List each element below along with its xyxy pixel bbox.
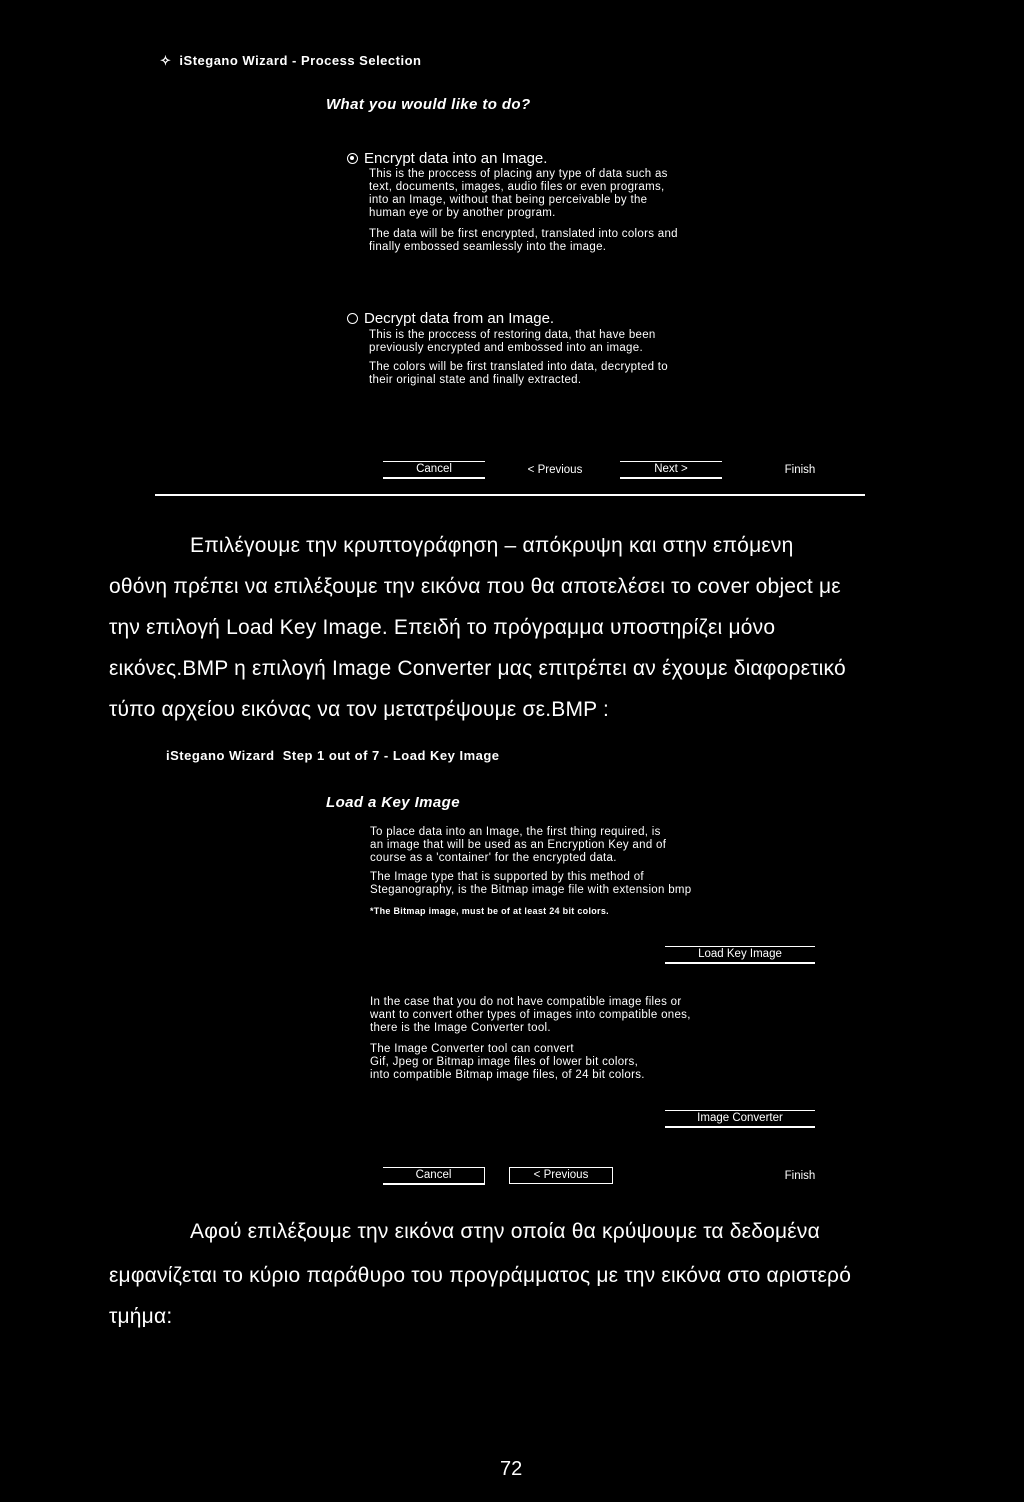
next-button[interactable]: Next > (620, 461, 722, 479)
body-text-line: τύπο αρχείου εικόνας να τον μετατρέψουμε σε.BMP : (109, 698, 610, 721)
encrypt-desc-line: The data will be first encrypted, translated into colors and (369, 228, 678, 240)
body-text-line: την επιλογή Load Key Image. Επειδή το πρόγραμμα υποστηρίζει μόνο (109, 616, 776, 639)
decrypt-option-label: Decrypt data from an Image. (364, 310, 555, 327)
encrypt-option-label: Encrypt data into an Image. (364, 150, 548, 167)
radio-unselected-icon[interactable] (347, 313, 358, 324)
finish-button[interactable]: Finish (784, 464, 816, 476)
cancel-button[interactable]: Cancel (383, 1167, 485, 1185)
body-text-line: εμφανίζεται το κύριο παράθυρο του προγράμματος με την εικόνα στο αριστερό (109, 1264, 852, 1287)
converter-desc-line: In the case that you do not have compatible image files or (370, 996, 682, 1008)
load-key-description (370, 826, 691, 918)
decrypt-option[interactable] (347, 310, 554, 327)
converter-description (370, 996, 691, 1082)
body-text-line: Επιλέγουμε την κρυπτογράφηση – απόκρυψη και στην επόμενη (190, 534, 794, 557)
body-text-line: τμήμα: (109, 1305, 173, 1328)
converter-desc-line: want to convert other types of images into compatible ones, (370, 1009, 691, 1021)
load-desc-line: The Image type that is supported by this method of (370, 871, 644, 883)
converter-desc-line: into compatible Bitmap image files, of 24 bit colors. (370, 1069, 645, 1081)
encrypt-description (369, 168, 678, 254)
encrypt-desc-line: into an Image, without that being perceivable by the (369, 194, 648, 206)
wizard-app-icon: ✧ (160, 53, 172, 68)
radio-selected-icon[interactable] (347, 153, 358, 164)
decrypt-desc-line: previously encrypted and embossed into an image. (369, 342, 643, 354)
wizard2-heading: Load a Key Image (326, 794, 460, 811)
body-text-line: Αφού επιλέξουμε την εικόνα στην οποία θα κρύψουμε τα δεδομένα (190, 1220, 820, 1243)
body-text-line: εικόνες.BMP η επιλογή Image Converter μας επιτρέπει αν έχουμε διαφορετικό (109, 657, 846, 680)
encrypt-desc-line: This is the proccess of placing any type of data such as (369, 168, 668, 180)
previous-button[interactable]: < Previous (527, 464, 583, 476)
decrypt-description (369, 329, 668, 387)
encrypt-desc-line: finally embossed seamlessly into the image. (369, 241, 607, 253)
image-converter-button[interactable]: Image Converter (665, 1110, 815, 1128)
finish-button[interactable]: Finish (784, 1170, 816, 1182)
divider (155, 494, 865, 496)
body-text-line: οθόνη πρέπει να επιλέξουμε την εικόνα που θα αποτελέσει το cover object με (109, 575, 841, 598)
converter-desc-line: Gif, Jpeg or Bitmap image files of lower bit colors, (370, 1056, 639, 1068)
decrypt-desc-line: their original state and finally extracted. (369, 374, 582, 386)
encrypt-option[interactable] (347, 150, 547, 167)
wizard1-heading: What you would like to do? (326, 96, 531, 113)
load-key-image-button[interactable]: Load Key Image (665, 946, 815, 964)
decrypt-desc-line: This is the proccess of restoring data, that have been (369, 329, 656, 341)
load-desc-line: Steganography, is the Bitmap image file with extension bmp (370, 884, 692, 896)
load-footnote: *The Bitmap image, must be of at least 24 bit colors. (370, 906, 609, 916)
encrypt-desc-line: text, documents, images, audio files or even programs, (369, 181, 665, 193)
wizard2-title: iStegano Wizard Step 1 out of 7 - Load Key Image (166, 748, 500, 763)
wizard1-title (160, 53, 421, 69)
converter-desc-line: The Image Converter tool can convert (370, 1043, 574, 1055)
cancel-button[interactable]: Cancel (383, 461, 485, 479)
load-desc-line: To place data into an Image, the first thing required, is (370, 826, 661, 838)
decrypt-desc-line: The colors will be first translated into data, decrypted to (369, 361, 668, 373)
load-desc-line: course as a 'container' for the encrypted data. (370, 852, 617, 864)
page-number: 72 (500, 1458, 523, 1480)
previous-button[interactable]: < Previous (509, 1167, 613, 1184)
converter-desc-line: there is the Image Converter tool. (370, 1022, 551, 1034)
wizard1-title-text: iStegano Wizard - Process Selection (179, 53, 422, 68)
encrypt-desc-line: human eye or by another program. (369, 207, 556, 219)
load-desc-line: an image that will be used as an Encryption Key and of (370, 839, 667, 851)
